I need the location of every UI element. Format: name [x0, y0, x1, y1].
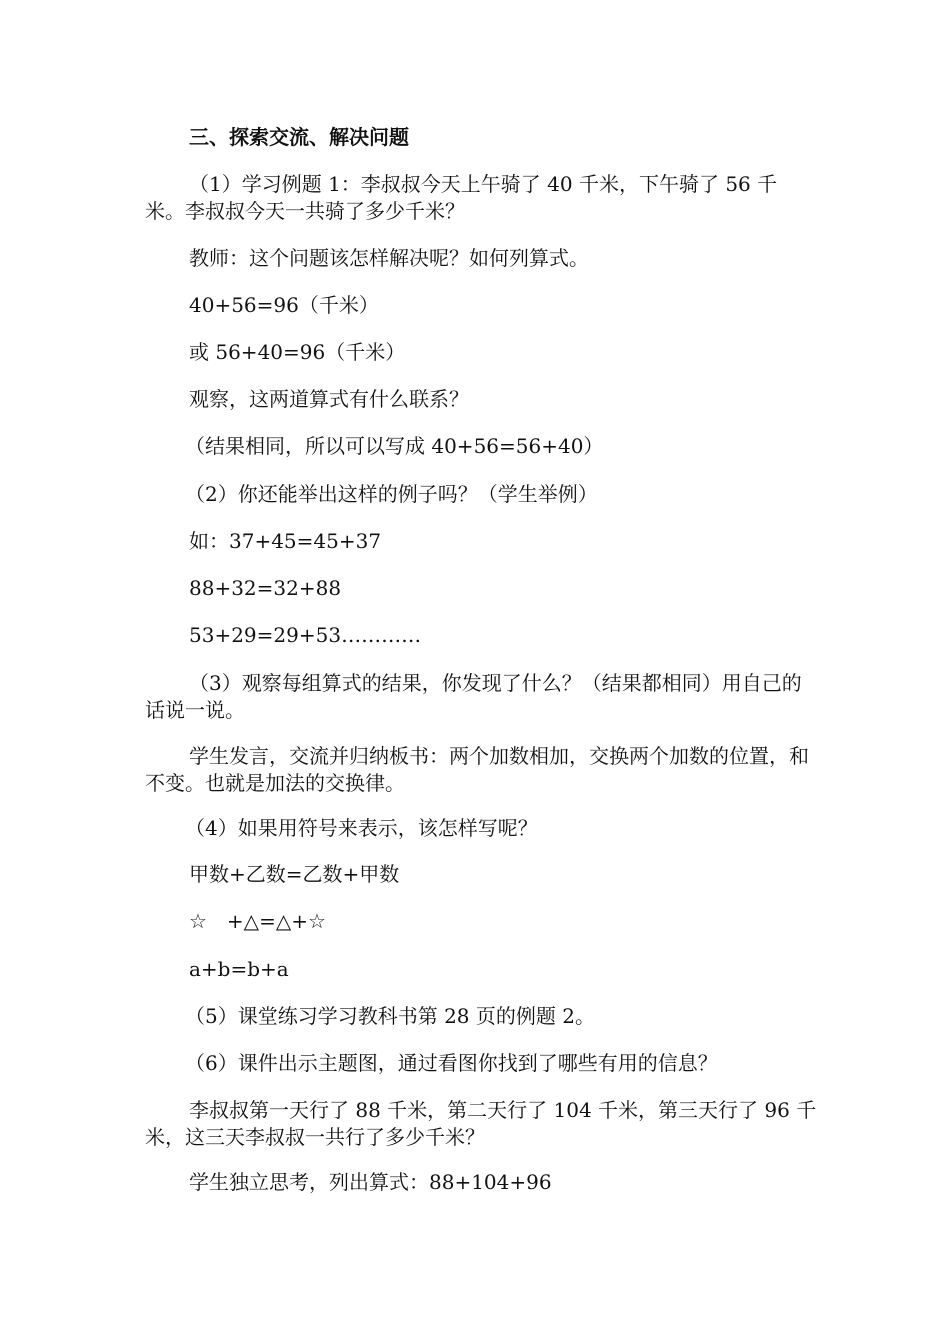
paragraph-commutative-law: 学生发言，交流并归纳板书：两个加数相加，交换两个加数的位置，和不变。也就是加法的交换律。	[145, 744, 809, 795]
paragraph-example-1: （1）学习例题 1：李叔叔今天上午骑了 40 千米，下午骑了 56 千米。李叔叔今天一共骑了多少千米？	[145, 172, 778, 223]
paragraph-student-equation: 学生独立思考，列出算式：88+104+96	[189, 1170, 552, 1194]
paragraph-example-a: 如：37+45=45+37	[189, 529, 382, 553]
paragraph-equation-2: 或 56+40=96（千米）	[189, 340, 406, 364]
paragraph-teacher-question: 教师：这个问题该怎样解决呢？如何列算式。	[189, 246, 589, 270]
paragraph-example-2: 李叔叔第一天行了 88 千米，第二天行了 104 千米，第三天行了 96 千米，这三天李叔叔一共行了多少千米？	[145, 1098, 817, 1149]
paragraph-theme-picture: （6）课件出示主题图，通过看图你找到了哪些有用的信息？	[185, 1051, 718, 1075]
paragraph-observe-results: （3）观察每组算式的结果，你发现了什么？（结果都相同）用自己的话说一说。	[145, 671, 802, 722]
paragraph-words-formula: 甲数+乙数=乙数+甲数	[189, 862, 400, 886]
paragraph-practice: （5）课堂练习学习教科书第 28 页的例题 2。	[185, 1004, 595, 1028]
section-title: 三、探索交流、解决问题	[189, 125, 409, 149]
paragraph-observe: 观察，这两道算式有什么联系？	[189, 387, 469, 411]
paragraph-example-c: 53+29=29+53…………	[189, 623, 422, 647]
paragraph-symbol-formula: ☆ +△=△+☆	[189, 909, 326, 933]
paragraph-more-examples: （2）你还能举出这样的例子吗？（学生举例）	[185, 482, 598, 506]
paragraph-equation-1: 40+56=96（千米）	[189, 293, 379, 317]
paragraph-example-b: 88+32=32+88	[189, 576, 342, 600]
paragraph-symbol-question: （4）如果用符号来表示，该怎样写呢？	[185, 816, 538, 840]
paragraph-letter-formula: a+b=b+a	[189, 957, 289, 981]
paragraph-result-same: （结果相同，所以可以写成 40+56=56+40）	[185, 434, 604, 458]
